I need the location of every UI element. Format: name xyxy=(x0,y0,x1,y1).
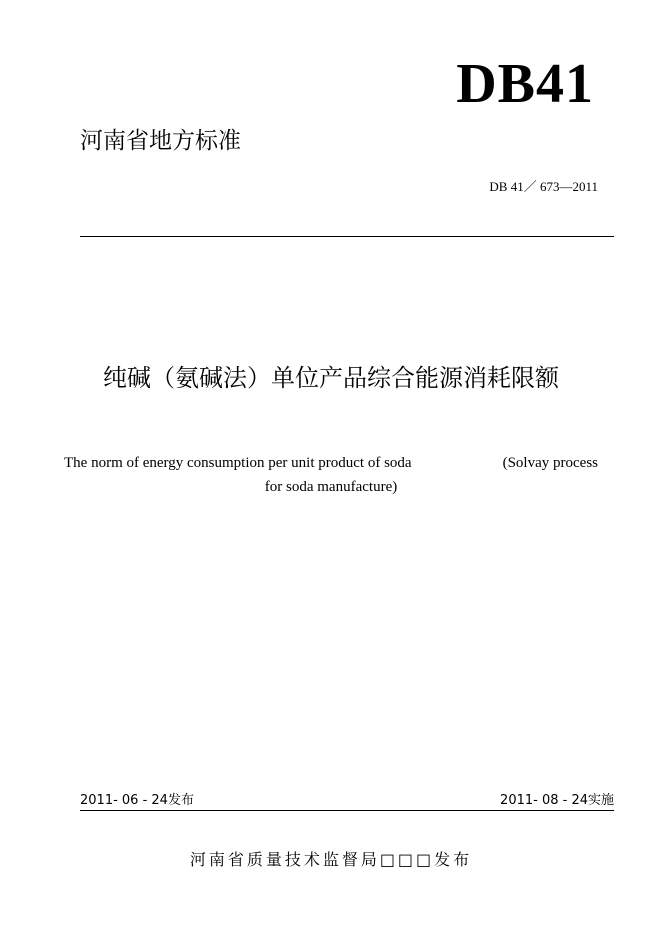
bottom-divider xyxy=(80,810,614,811)
document-title-english-part1: The norm of energy consumption per unit product of soda xyxy=(64,455,412,471)
standard-number: DB 41／ 673—2011 xyxy=(489,179,598,194)
standard-type: 河南省地方标准 xyxy=(80,128,241,154)
publisher: 河南省质量技术监督局□□□发布 xyxy=(189,850,473,869)
standard-code-large: DB41 xyxy=(456,53,594,115)
document-title-english-part2: (Solvay process xyxy=(502,455,598,471)
document-title-chinese: 纯碱（氨碱法）单位产品综合能源消耗限额 xyxy=(103,364,559,392)
implementation-date: 2011- 08 - 24实施 xyxy=(500,793,614,808)
document-title-english-line2: for soda manufacture) xyxy=(264,479,398,495)
issue-date: 2011- 06 - 24发布 xyxy=(80,793,194,808)
top-divider xyxy=(80,236,614,237)
